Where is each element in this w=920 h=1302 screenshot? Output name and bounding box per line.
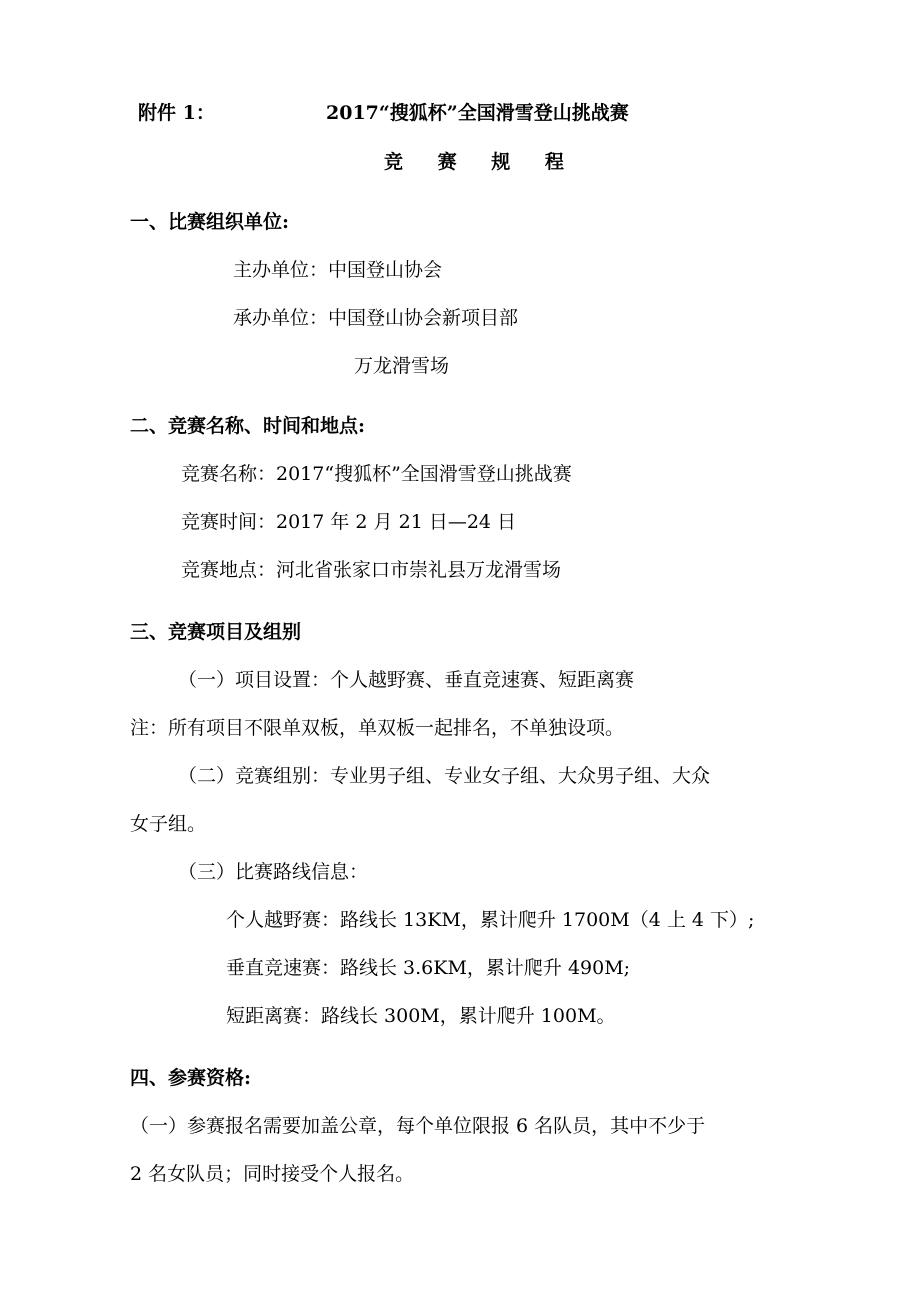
- competition-time: 竞赛时间：2017 年 2 月 21 日—24 日: [181, 511, 517, 533]
- groups-line-2: 女子组。: [130, 813, 207, 835]
- section-heading-name-time-place: 二、竞赛名称、时间和地点:: [130, 415, 366, 437]
- document-title: 2017“搜狐杯”全国滑雪登山挑战赛: [326, 102, 629, 124]
- section-heading-events: 三、竞赛项目及组别: [130, 621, 302, 643]
- events-setup: （一）项目设置：个人越野赛、垂直竞速赛、短距离赛: [178, 669, 635, 691]
- section-heading-eligibility: 四、参赛资格:: [130, 1067, 252, 1089]
- competition-place: 竞赛地点：河北省张家口市崇礼县万龙滑雪场: [181, 559, 562, 581]
- eligibility-item-1-line-2: 2 名女队员；同时接受个人报名。: [130, 1163, 415, 1185]
- organizer-unit-continued: 万龙滑雪场: [354, 355, 450, 377]
- routes-heading: （三）比赛路线信息：: [178, 861, 369, 883]
- section-heading-organizers: 一、比赛组织单位:: [130, 211, 290, 233]
- competition-name: 竞赛名称：2017“搜狐杯”全国滑雪登山挑战赛: [181, 463, 572, 485]
- organizer-unit: 承办单位：中国登山协会新项目部: [233, 307, 519, 329]
- route-vertical: 垂直竞速赛：路线长 3.6KM，累计爬升 490M;: [226, 957, 631, 979]
- groups-line-1: （二）竞赛组别：专业男子组、专业女子组、大众男子组、大众: [178, 765, 711, 787]
- attachment-label: 附件 1：: [138, 102, 215, 124]
- route-cross-country: 个人越野赛：路线长 13KM，累计爬升 1700M（4 上 4 下）;: [226, 909, 755, 931]
- events-note: 注：所有项目不限单双板，单双板一起排名，不单独设项。: [130, 717, 625, 739]
- host-unit: 主办单位：中国登山协会: [233, 259, 443, 281]
- document-subtitle: 竞 赛 规 程: [384, 151, 578, 173]
- route-sprint: 短距离赛：路线长 300M，累计爬升 100M。: [226, 1005, 616, 1027]
- eligibility-item-1-line-1: （一）参赛报名需要加盖公章，每个单位限报 6 名队员，其中不少于: [130, 1115, 706, 1137]
